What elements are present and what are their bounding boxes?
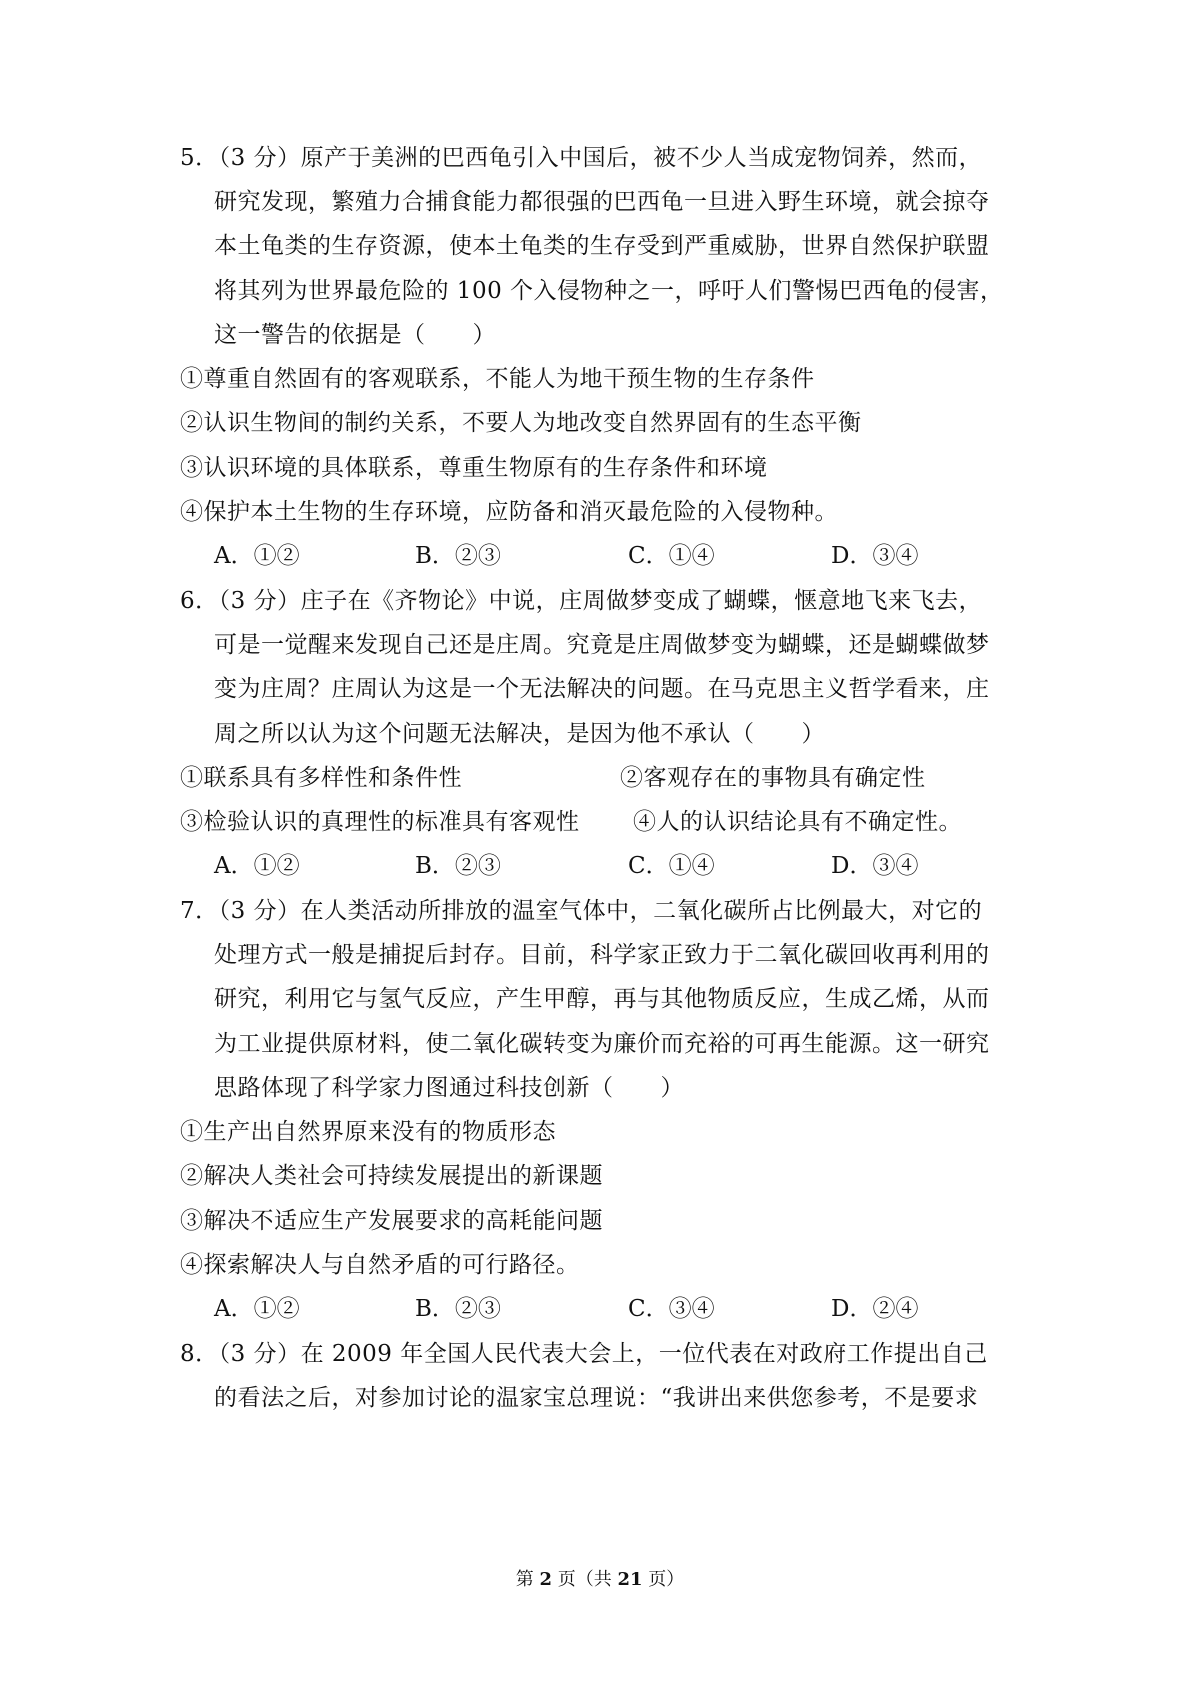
q7-option: ①生产出自然界原来没有的物质形态 <box>180 1119 556 1145</box>
q6-option: ④人的认识结论具有不确定性。 <box>633 809 962 835</box>
q7-line: 为工业提供原材料，使二氧化碳转变为廉价而充裕的可再生能源。这一研究 <box>214 1031 990 1057</box>
q8-line: 8．（3 分）在 2009 年全国人民代表大会上，一位代表在对政府工作提出自己 <box>180 1341 988 1367</box>
choice-a: A．①② <box>214 543 300 569</box>
q5-option: ①尊重自然固有的客观联系，不能人为地干预生物的生存条件 <box>180 366 815 392</box>
footer-prefix: 第 <box>515 1569 540 1590</box>
choice-b: B．②③ <box>415 1296 501 1322</box>
q5-option: ②认识生物间的制约关系，不要人为地改变自然界固有的生态平衡 <box>180 410 862 436</box>
q5-line: 将其列为世界最危险的 100 个入侵物种之一，呼吁人们警惕巴西龟的侵害， <box>214 278 1004 304</box>
choice-d: D．③④ <box>831 543 919 569</box>
choice-d: D．②④ <box>831 1296 919 1322</box>
footer-page-number: 2 <box>539 1569 552 1590</box>
q5-line: 这一警告的依据是（ ） <box>214 322 496 348</box>
q7-line: 7．（3 分）在人类活动所排放的温室气体中，二氧化碳所占比例最大，对它的 <box>180 898 983 924</box>
q5-option: ③认识环境的具体联系，尊重生物原有的生存条件和环境 <box>180 455 768 481</box>
footer-total-pages: 21 <box>617 1569 643 1590</box>
q7-option: ②解决人类社会可持续发展提出的新课题 <box>180 1163 603 1189</box>
footer-middle: 页（共 <box>552 1569 618 1590</box>
q5-option: ④保护本土生物的生存环境，应防备和消灭最危险的入侵物种。 <box>180 499 838 525</box>
q8-line: 的看法之后，对参加讨论的温家宝总理说：“我讲出来供您参考，不是要求 <box>214 1385 979 1411</box>
q7-line: 处理方式一般是捕捉后封存。目前，科学家正致力于二氧化碳回收再利用的 <box>214 942 990 968</box>
q7-line: 思路体现了科学家力图通过科技创新（ ） <box>214 1075 684 1101</box>
q6-line: 变为庄周？庄周认为这是一个无法解决的问题。在马克思主义哲学看来，庄 <box>214 676 990 702</box>
choice-c: C．③④ <box>628 1296 715 1322</box>
choice-b: B．②③ <box>415 853 501 879</box>
q6-option: ①联系具有多样性和条件性 <box>180 765 462 791</box>
q6-option: ②客观存在的事物具有确定性 <box>620 765 926 791</box>
q7-option: ③解决不适应生产发展要求的高耗能问题 <box>180 1208 603 1234</box>
q7-option: ④探索解决人与自然矛盾的可行路径。 <box>180 1252 580 1278</box>
q5-line: 本土龟类的生存资源，使本土龟类的生存受到严重威胁，世界自然保护联盟 <box>214 233 990 259</box>
choice-a: A．①② <box>214 1296 300 1322</box>
page-footer <box>0 1568 1200 1592</box>
choice-c: C．①④ <box>628 543 715 569</box>
choice-d: D．③④ <box>831 853 919 879</box>
q5-line: 研究发现，繁殖力合捕食能力都很强的巴西龟一旦进入野生环境，就会掠夺 <box>214 189 990 215</box>
q6-line: 可是一觉醒来发现自己还是庄周。究竟是庄周做梦变为蝴蝶，还是蝴蝶做梦 <box>214 632 990 658</box>
choice-b: B．②③ <box>415 543 501 569</box>
q6-line: 6．（3 分）庄子在《齐物论》中说，庄周做梦变成了蝴蝶，惬意地飞来飞去， <box>180 588 983 614</box>
q6-option: ③检验认识的真理性的标准具有客观性 <box>180 809 580 835</box>
choice-a: A．①② <box>214 853 300 879</box>
q7-line: 研究，利用它与氢气反应，产生甲醇，再与其他物质反应，生成乙烯，从而 <box>214 986 990 1012</box>
footer-suffix: 页） <box>642 1569 685 1590</box>
choice-c: C．①④ <box>628 853 715 879</box>
q5-line: 5．（3 分）原产于美洲的巴西龟引入中国后，被不少人当成宠物饲养，然而， <box>180 145 983 171</box>
q6-line: 周之所以认为这个问题无法解决，是因为他不承认（ ） <box>214 721 825 747</box>
